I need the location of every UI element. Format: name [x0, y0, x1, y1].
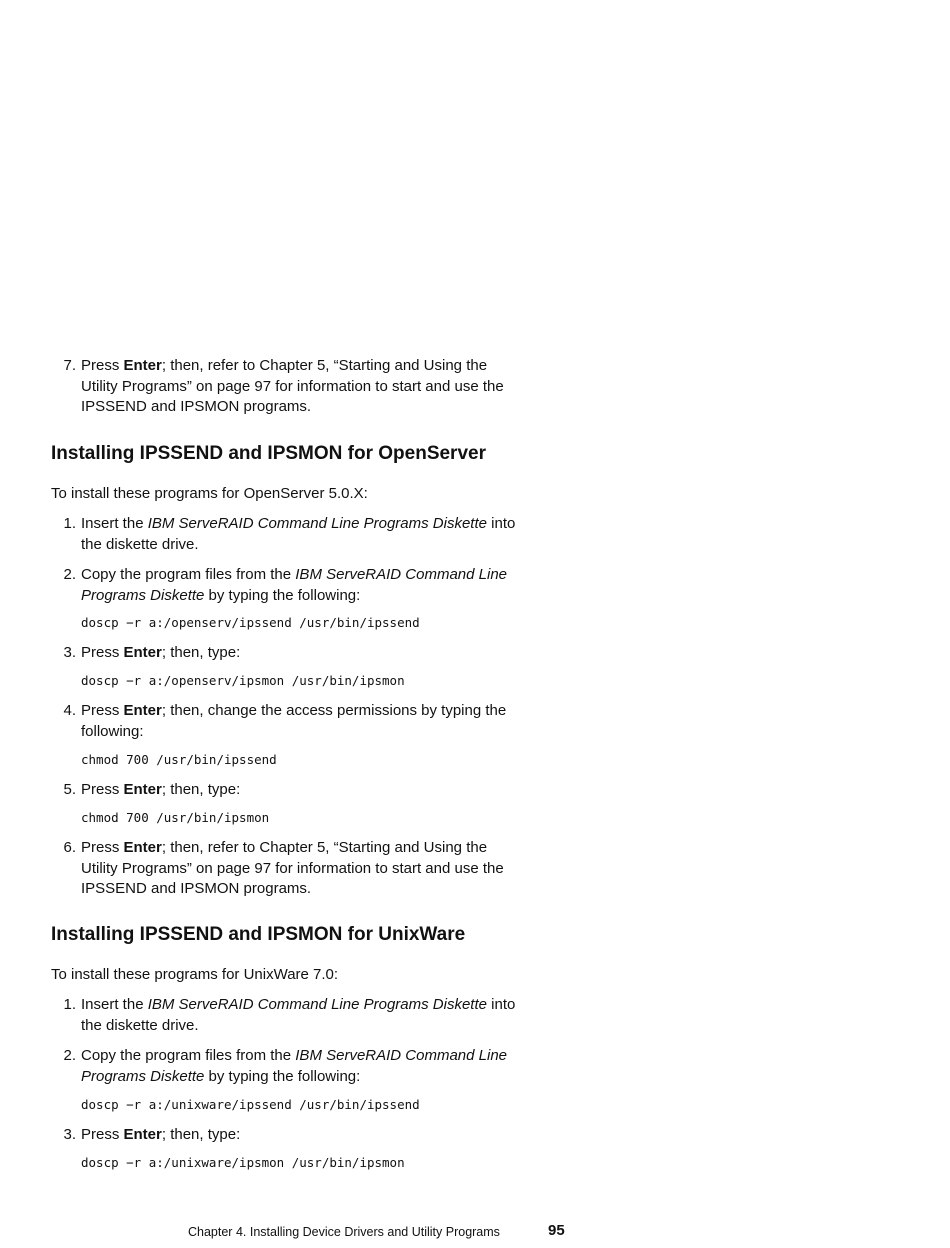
step-text: ; then, type: — [161, 644, 241, 661]
step-text: ; then, type: — [161, 1126, 241, 1143]
unixware-heading: Installing IPSSEND and IPSMON for UnixWare — [51, 924, 466, 945]
unixware-step-3 — [51, 1125, 591, 1146]
code-line: doscp −r a:/openserv/ipsmon /usr/bin/ipsmon — [81, 673, 405, 688]
openserver-heading: Installing IPSSEND and IPSMON for OpenServer — [51, 443, 486, 464]
step-text: the diskette drive. — [81, 1016, 199, 1034]
step-text: Press — [81, 702, 124, 719]
step-text: IPSSEND and IPSMON programs. — [81, 398, 312, 415]
list-item-step-3 — [51, 1125, 591, 1146]
step-number: 5. — [63, 781, 76, 798]
enter-key-label: Enter — [123, 1126, 162, 1143]
step-number: 4. — [63, 702, 76, 719]
openserver-intro: To install these programs for OpenServer 5.0.X: — [51, 485, 368, 502]
openserver-step-4 — [51, 701, 591, 742]
step-text: by typing the following: — [204, 1067, 361, 1085]
step-text: the diskette drive. — [81, 535, 199, 553]
step-text: IPSSEND and IPSMON programs. — [81, 880, 312, 897]
enter-key-label: Enter — [123, 357, 162, 374]
code-line: doscp −r a:/unixware/ipsmon /usr/bin/ipsmon — [81, 1155, 405, 1170]
diskette-title: IBM ServeRAID Command Line — [295, 1047, 508, 1064]
enter-key-label: Enter — [123, 839, 162, 856]
step-number: 2. — [63, 1047, 76, 1064]
unixware-step-1 — [51, 995, 591, 1036]
step-text: ; then, refer to Chapter 5, “Starting and Using the — [161, 357, 488, 374]
diskette-title: Programs Diskette — [81, 1067, 205, 1085]
step-text: by typing the following: — [204, 586, 361, 604]
code-line: doscp −r a:/openserv/ipssend /usr/bin/ipssend — [81, 615, 420, 630]
openserver-step-6 — [51, 838, 591, 900]
diskette-title: IBM ServeRAID Command Line — [295, 566, 508, 583]
step-text: Copy the program files from the — [81, 566, 296, 583]
enter-key-label: Enter — [123, 781, 162, 798]
step-text: Press — [81, 1126, 124, 1143]
step-text: Copy the program files from the — [81, 1047, 296, 1064]
list-item-step-2 — [51, 1046, 591, 1087]
unixware-intro: To install these programs for UnixWare 7.0: — [51, 966, 339, 983]
code-line: doscp −r a:/unixware/ipssend /usr/bin/ipssend — [81, 1097, 420, 1112]
step-text: into — [486, 515, 516, 532]
step-text: Insert the — [81, 515, 148, 532]
list-item-step-1 — [51, 514, 591, 555]
openserver-step-5 — [51, 780, 591, 801]
step-text: Press — [81, 839, 124, 856]
step-text: Insert the — [81, 996, 148, 1013]
page-footer — [188, 1222, 568, 1242]
step-text: into — [486, 996, 516, 1013]
code-line: chmod 700 /usr/bin/ipssend — [81, 752, 277, 767]
list-item-step-2 — [51, 565, 591, 606]
openserver-step-3 — [51, 643, 591, 664]
step-number: 1. — [63, 996, 76, 1013]
diskette-title: Programs Diskette — [81, 586, 205, 604]
step-text: Utility Programs” on page 97 for information to start and use the — [81, 859, 504, 877]
list-item-step-7 — [51, 356, 591, 418]
step-number: 3. — [63, 1126, 76, 1143]
unixware-step-2 — [51, 1046, 591, 1087]
openserver-step-1 — [51, 514, 591, 555]
list-item-step-3 — [51, 643, 591, 664]
step-text: ; then, type: — [161, 781, 241, 798]
step-number: 1. — [63, 515, 76, 532]
diskette-title: IBM ServeRAID Command Line Programs Diskette — [147, 515, 487, 532]
step-text: Utility Programs” on page 97 for information to start and use the — [81, 377, 504, 395]
step-number: 3. — [63, 644, 76, 661]
footer-chapter-title: Chapter 4. Installing Device Drivers and Utility Programs — [188, 1225, 500, 1239]
page-number: 95 — [548, 1222, 565, 1239]
step-text: Press — [81, 644, 124, 661]
list-item-step-5 — [51, 780, 591, 801]
list-item-step-4 — [51, 701, 591, 742]
diskette-title: IBM ServeRAID Command Line Programs Diskette — [147, 996, 487, 1013]
step-text: following: — [81, 722, 144, 740]
step-number: 7. — [63, 357, 76, 374]
code-line: chmod 700 /usr/bin/ipsmon — [81, 810, 270, 825]
step-text: ; then, refer to Chapter 5, “Starting and Using the — [161, 839, 488, 856]
step-text: ; then, change the access permissions by typing the — [161, 702, 507, 719]
step-number: 6. — [63, 839, 76, 856]
openserver-step-2 — [51, 565, 591, 606]
enter-key-label: Enter — [123, 644, 162, 661]
step-number: 2. — [63, 566, 76, 583]
step-text: Press — [81, 781, 124, 798]
list-item-step-6 — [51, 838, 591, 900]
top-step-7-block — [51, 356, 591, 418]
list-item-step-1 — [51, 995, 591, 1036]
enter-key-label: Enter — [123, 702, 162, 719]
step-text: Press — [81, 357, 124, 374]
